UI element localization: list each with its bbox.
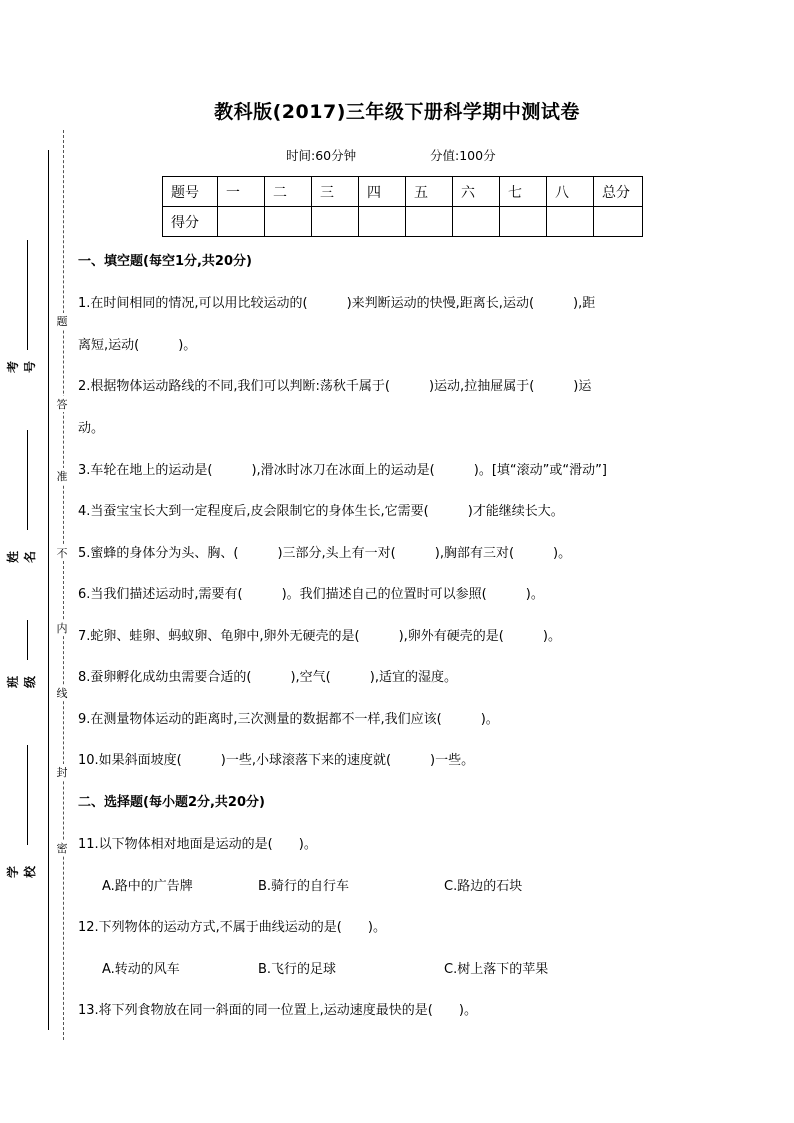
kaohao-underline <box>27 240 28 350</box>
label-kaohao: 考号 <box>6 361 37 374</box>
score-table-cell: 题号 <box>163 177 218 207</box>
question-line: 3.车轮在地上的运动是( ),滑冰时冰刀在冰面上的运动是( )。[填“滚动”或“滑动”] <box>78 463 607 478</box>
seal-char: 密 <box>56 842 68 855</box>
banji-underline <box>27 620 28 660</box>
score-table <box>162 176 643 237</box>
score-input-cell[interactable] <box>547 207 594 237</box>
seal-char: 不 <box>56 547 68 560</box>
time-text: 时间:60分钟 <box>286 148 357 163</box>
section-heading: 一、填空题(每空1分,共20分) <box>78 254 252 269</box>
score-table-cell: 八 <box>547 177 594 207</box>
seal-char: 内 <box>56 622 68 635</box>
seal-char: 准 <box>56 470 68 483</box>
question-line: 9.在测量物体运动的距离时,三次测量的数据都不一样,我们应该( )。 <box>78 712 499 727</box>
option-c[interactable]: C.树上落下的苹果 <box>444 962 549 977</box>
label-banji: 班级 <box>6 676 37 689</box>
score-table-score-row <box>163 207 643 237</box>
option-a[interactable]: A.转动的风车 <box>102 962 180 977</box>
score-input-cell[interactable] <box>594 207 643 237</box>
score-text: 分值:100分 <box>430 148 496 163</box>
option-a[interactable]: A.路中的广告牌 <box>102 879 193 894</box>
seal-char: 答 <box>56 398 68 411</box>
label-xingming: 姓名 <box>6 551 37 564</box>
label-xuexiao: 学校 <box>6 866 37 879</box>
score-input-cell[interactable] <box>406 207 453 237</box>
score-table-cell: 总分 <box>594 177 643 207</box>
question-line: 2.根据物体运动路线的不同,我们可以判断:荡秋千属于( )运动,拉抽屉属于( )运 <box>78 379 592 394</box>
question-line: 11.以下物体相对地面是运动的是( )。 <box>78 837 317 852</box>
binding-line-outer <box>48 150 49 1030</box>
xingming-underline <box>27 430 28 530</box>
seal-char: 封 <box>56 766 68 779</box>
seal-char: 线 <box>56 687 68 700</box>
seal-char: 题 <box>56 315 68 328</box>
score-table-cell: 四 <box>359 177 406 207</box>
question-line: 离短,运动( )。 <box>78 338 197 353</box>
question-line: 12.下列物体的运动方式,不属于曲线运动的是( )。 <box>78 920 386 935</box>
score-table-cell: 七 <box>500 177 547 207</box>
score-table-cell: 五 <box>406 177 453 207</box>
score-input-cell[interactable] <box>265 207 312 237</box>
score-table-cell: 一 <box>218 177 265 207</box>
question-line: 4.当蚕宝宝长大到一定程度后,皮会限制它的身体生长,它需要( )才能继续长大。 <box>78 504 564 519</box>
score-input-cell[interactable] <box>500 207 547 237</box>
question-line: 1.在时间相同的情况,可以用比较运动的( )来判断运动的快慢,距离长,运动( ),距 <box>78 296 596 311</box>
question-line: 动。 <box>78 421 105 436</box>
score-table-cell: 六 <box>453 177 500 207</box>
score-table-cell: 得分 <box>163 207 218 237</box>
score-table-header-row <box>163 177 643 207</box>
option-c[interactable]: C.路边的石块 <box>444 879 523 894</box>
score-table-cell: 二 <box>265 177 312 207</box>
score-input-cell[interactable] <box>218 207 265 237</box>
score-input-cell[interactable] <box>359 207 406 237</box>
binding-line-dashed <box>63 130 64 1040</box>
score-input-cell[interactable] <box>453 207 500 237</box>
option-b[interactable]: B.骑行的自行车 <box>258 879 350 894</box>
score-table-cell: 三 <box>312 177 359 207</box>
question-line: 8.蚕卵孵化成幼虫需要合适的( ),空气( ),适宜的湿度。 <box>78 670 457 685</box>
option-b[interactable]: B.飞行的足球 <box>258 962 337 977</box>
score-input-cell[interactable] <box>312 207 359 237</box>
question-line: 5.蜜蜂的身体分为头、胸、( )三部分,头上有一对( ),胸部有三对( )。 <box>78 546 572 561</box>
section-heading: 二、选择题(每小题2分,共20分) <box>78 795 265 810</box>
page-title: 教科版(2017)三年级下册科学期中测试卷 <box>214 101 580 123</box>
question-line: 10.如果斜面坡度( )一些,小球滚落下来的速度就( )一些。 <box>78 753 475 768</box>
xuexiao-underline <box>27 745 28 845</box>
question-line: 7.蛇卵、蛙卵、蚂蚁卵、龟卵中,卵外无硬壳的是( ),卵外有硬壳的是( )。 <box>78 629 561 644</box>
question-line: 13.将下列食物放在同一斜面的同一位置上,运动速度最快的是( )。 <box>78 1003 477 1018</box>
question-line: 6.当我们描述运动时,需要有( )。我们描述自己的位置时可以参照( )。 <box>78 587 544 602</box>
